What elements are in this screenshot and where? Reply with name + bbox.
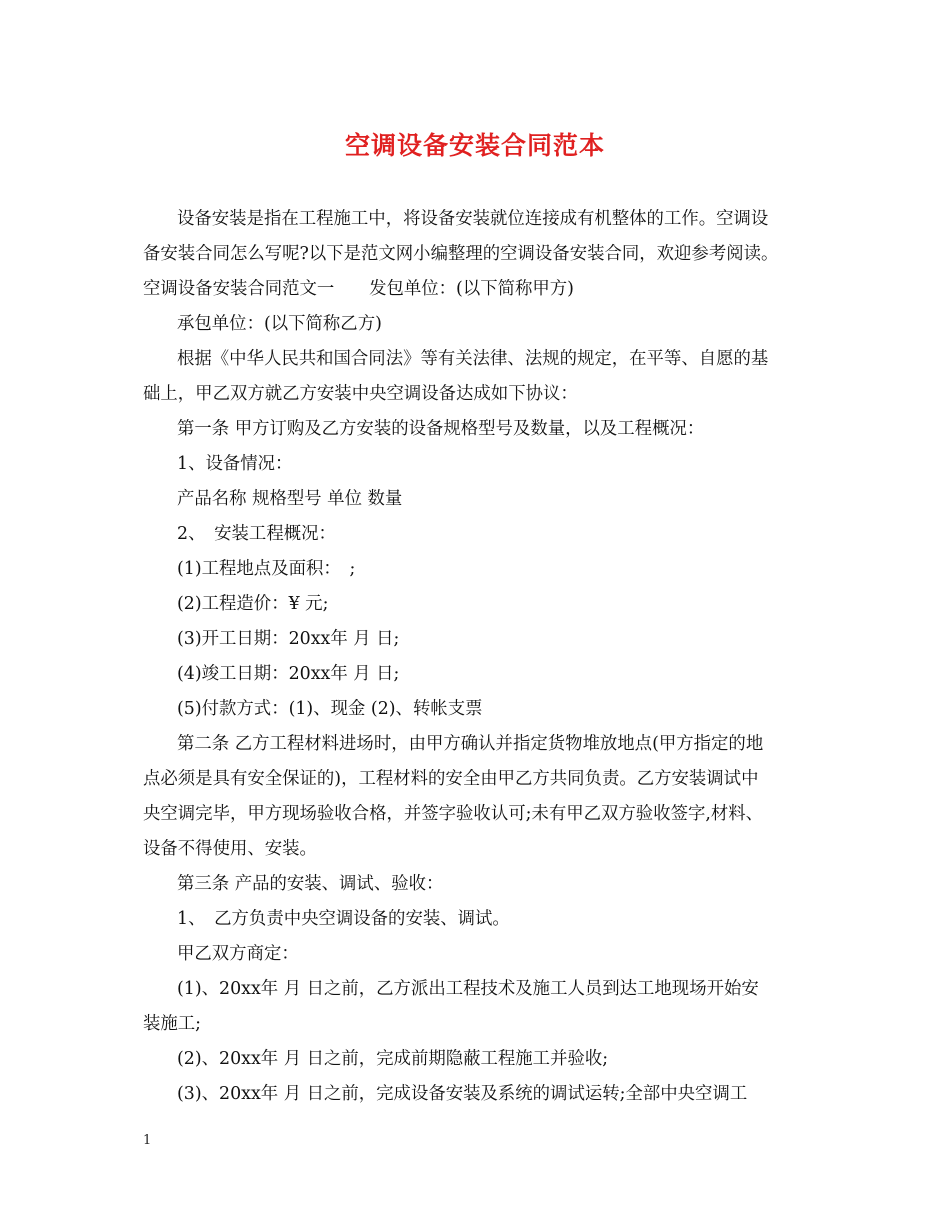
paragraph-line: 承包单位：(以下简称乙方) [177, 314, 382, 334]
paragraph-line: (3)、20xx年 月 日之前，完成设备安装及系统的调试运转;全部中央空调工 [177, 1084, 748, 1104]
paragraph-line: 设备安装是指在工程施工中，将设备安装就位连接成有机整体的工作。空调设 [177, 209, 769, 229]
paragraph-line: 第三条 产品的安装、调试、验收： [177, 874, 444, 894]
paragraph-line: 装施工; [143, 1014, 202, 1034]
paragraph-line: 1、 乙方负责中央空调设备的安装、调试。 [177, 909, 510, 929]
page-number: 1 [143, 1133, 152, 1148]
paragraph-line: 央空调完毕，甲方现场验收合格，并签字验收认可;未有甲乙双方验收签字,材料、 [143, 804, 764, 824]
paragraph-line: 第一条 甲方订购及乙方安装的设备规格型号及数量，以及工程概况： [177, 419, 705, 439]
paragraph-line: 甲乙双方商定： [177, 944, 299, 964]
paragraph-line: 设备不得使用、安装。 [143, 839, 317, 859]
paragraph-line: 1、设备情况： [177, 454, 293, 474]
paragraph-line: 础上，甲乙双方就乙方安装中央空调设备达成如下协议： [143, 384, 578, 404]
paragraph-line: 2、 安装工程概况： [177, 524, 336, 544]
paragraph-line: (1)工程地点及面积： ; [177, 559, 356, 579]
paragraph-line: (3)开工日期：20xx年 月 日; [177, 629, 400, 649]
paragraph-line: 空调设备安装合同范文一 发包单位：(以下简称甲方) [143, 279, 574, 299]
paragraph-line: (4)竣工日期：20xx年 月 日; [177, 664, 400, 684]
paragraph-line: (1)、20xx年 月 日之前，乙方派出工程技术及施工人员到达工地现场开始安 [177, 979, 759, 999]
paragraph-line: (2)、20xx年 月 日之前，完成前期隐蔽工程施工并验收; [177, 1049, 609, 1069]
paragraph-line: 根据《中华人民共和国合同法》等有关法律、法规的规定，在平等、自愿的基 [177, 349, 769, 369]
paragraph-line: 点必须是具有安全保证的)，工程材料的安全由甲乙方共同负责。乙方安装调试中 [143, 769, 759, 789]
document-title: 空调设备安装合同范本 [344, 131, 605, 160]
document-body [143, 202, 811, 1112]
paragraph-line: 第二条 乙方工程材料进场时，由甲方确认并指定货物堆放地点(甲方指定的地 [177, 734, 764, 754]
paragraph-line: (2)工程造价：¥ 元; [177, 594, 329, 614]
paragraph-line: 备安装合同怎么写呢?以下是范文网小编整理的空调设备安装合同，欢迎参考阅读。 [143, 244, 779, 264]
paragraph-line: 产品名称 规格型号 单位 数量 [177, 489, 403, 509]
paragraph-line: (5)付款方式：(1)、现金 (2)、转帐支票 [177, 699, 483, 719]
